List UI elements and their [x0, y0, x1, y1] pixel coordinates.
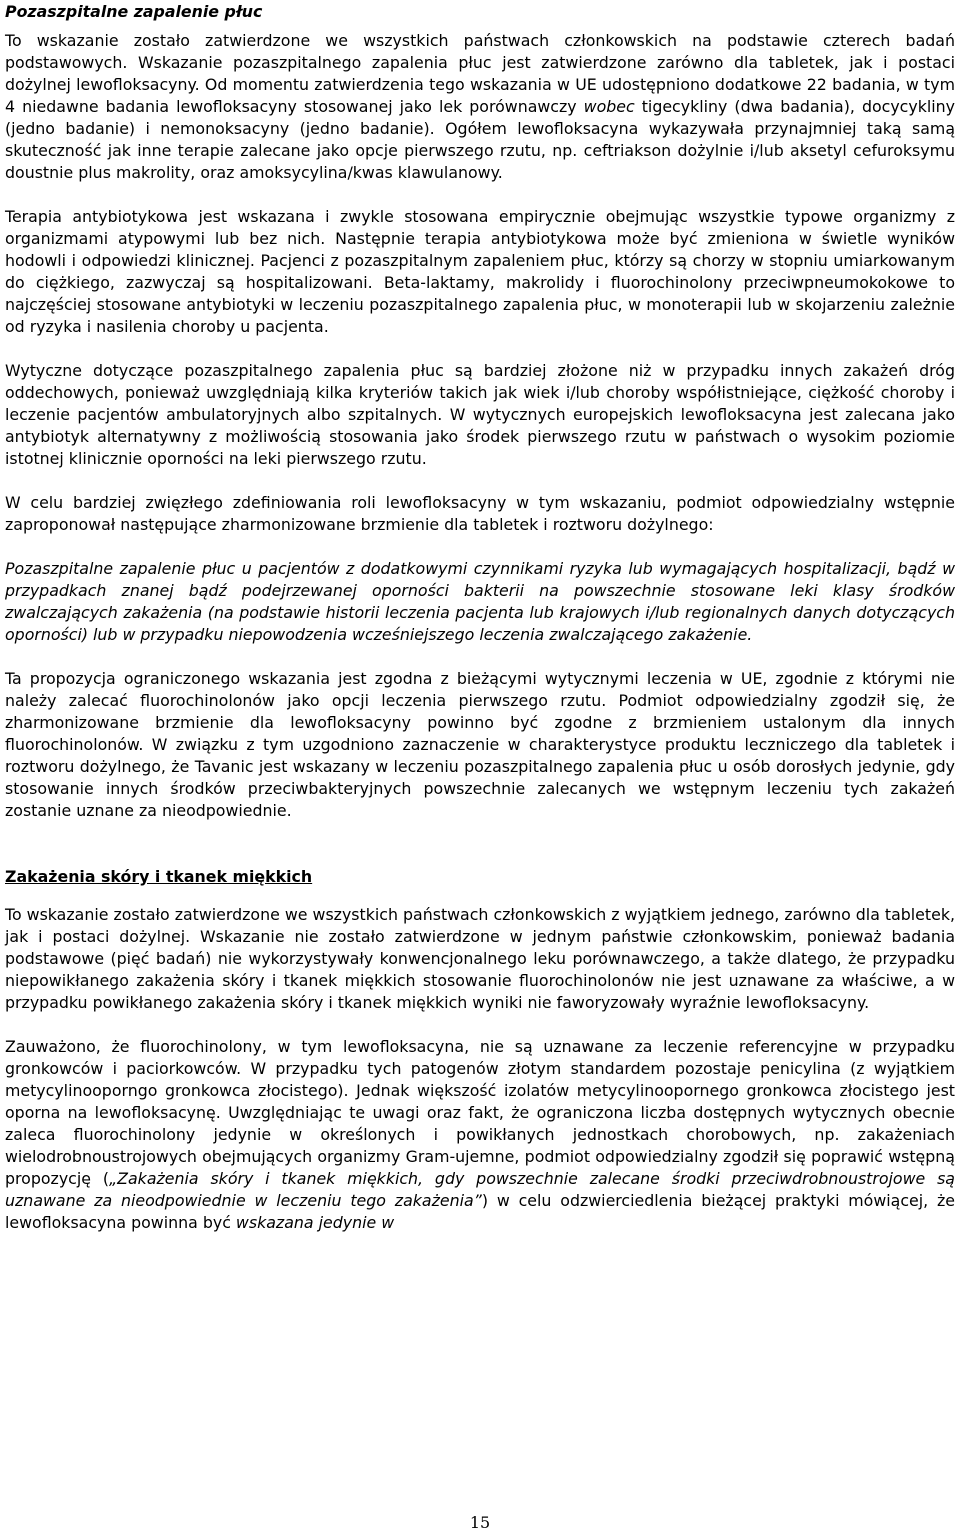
document-page — [5, 0, 955, 1234]
paragraph-2: Terapia antybiotykowa jest wskazana i zwykle stosowana empirycznie obejmując wszystkie typowe organizmy z organizmami atypowymi lub bez nich. Następnie terapia antybiotykowa może być zmieniona w świetle wyników hodowli i odpowiedzi klinicznej. Pacjenci z pozaszpitalnym zapaleniem płuc, którzy są chorzy w stopniu umiarkowanym do ciężkiego, zazwyczaj są hospitalizowani. Beta-laktamy, makrolidy i fluorochinolony przeciwpneumokokowe to najczęściej stosowane antybiotyki w leczeniu pozaszpitalnego zapalenia płuc, w monoterapii lub w skojarzeniu zależnie od ryzyka i nasilenia choroby u pacjenta. — [5, 207, 955, 336]
section-heading-pneumonia: Pozaszpitalne zapalenie płuc — [5, 2, 263, 21]
paragraph-1-text-c: tigecykliny (dwa badania), docycykliny (jedno badanie) i nemonoksacyny (jedno badanie). Ogółem lewofloksacyna wykazywała przynajmniej taką samą skuteczność jak inne terapie zalecane jako opcje pierwszego rzutu, np. ceftriakson dożylnie i/lub aksetyl cefuroksymu doustnie plus makrolity, oraz amoksycylina/kwas klawulanowy. — [5, 97, 955, 182]
paragraph-1-italic: wobec — [583, 97, 635, 116]
section-heading-skin-infections: Zakażenia skóry i tkanek miękkich — [5, 867, 313, 886]
paragraph-5-proposed-wording: Pozaszpitalne zapalenie płuc u pacjentów z dodatkowymi czynnikami ryzyka lub wymagających hospitalizacji, bądź w przypadkach znanej bądź podejrzewanej oporności bakterii na powszechnie stosowane leki klasy środków zwalczających zakażenia (na podstawie historii leczenia pacjenta lub krajowych i/lub regionalnych danych dotyczących oporności) lub w przypadku niepowodzenia wcześniejszego leczenia zwalczającego zakażenie. — [5, 559, 955, 644]
paragraph-8-text-c: ) w celu odzwierciedlenia bieżącej praktyki mówiącej, że lewofloksacyna powinna być — [5, 1191, 956, 1232]
paragraph-8-text-a: Zauważono, że fluorochinolony, w tym lewofloksacyna, nie są uznawane za leczenie referencyjne w przypadku gronkowców i paciorkowców. W przypadku tych patogenów złotym standardem pozostaje penicylina (z wyjątkiem metycylinooporngo gronkowca złocistego). Jednak większość izolatów metycylinoopornego gronkowca złocistego jest oporna na lewofloksacynę. Uwzględniając te uwagi oraz fakt, że ograniczona liczba dostępnych wytycznych obecnie zaleca fluorochinolony jedynie w określonych i powikłanych jednostkach chorobowych, np. zakażeniach wielodrobnoustrojowych obejmujących organizmy Gram-ujemne, podmiot odpowiedzialny zgodził się poprawić wstępną propozycję ( — [5, 1037, 955, 1188]
paragraph-8 — [5, 1036, 955, 1234]
paragraph-1 — [5, 30, 955, 184]
paragraph-7: To wskazanie zostało zatwierdzone we wszystkich państwach członkowskich z wyjątkiem jednego, zarówno dla tabletek, jak i postaci dożylnej. Wskazanie nie zostało zatwierdzone w jednym państwie członkowskim, ponieważ badania podstawowe (pięć badań) nie wykorzystywały konwencjonalnego leku porównawczego, a także dlatego, że przypadku niepowikłanego zakażenia skóry i tkanek miękkich stosowanie fluorochinolonów nie jest uznawane za właściwe, a w przypadku powikłanego zakażenia skóry i tkanek miękkich wyniki nie faworyzowały wyraźnie lewofloksacyny. — [5, 905, 955, 1012]
page-number: 15 — [469, 1513, 491, 1532]
paragraph-8-italic-quote: „Zakażenia skóry i tkanek miękkich, gdy powszechnie zalecane środki przeciwdrobnoustrojowe są uznawane za nieodpowiednie w leczeniu tego zakażenia” — [5, 1169, 955, 1210]
paragraph-1-text-a: To wskazanie zostało zatwierdzone we wszystkich państwach członkowskich na podstawie czterech badań podstawowych. Wskazanie pozaszpitalnego zapalenia płuc jest zatwierdzone zarówno dla tabletek, jak i postaci dożylnej lewofloksacyny. Od momentu zatwierdzenia tego wskazania w UE udostępniono dodatkowe 22 badania, w tym 4 niedawne badania lewofloksacyny stosowanej jako lek porównawczy — [5, 31, 955, 116]
paragraph-6: Ta propozycja ograniczonego wskazania jest zgodna z bieżącymi wytycznymi leczenia w UE, zgodnie z którymi nie należy zalecać fluorochinolonów jako opcji leczenia pierwszego rzutu. Podmiot odpowiedzialny zgodził się, że zharmonizowane brzmienie dla lewofloksacyny powinno być zgodne z brzmieniem ustalonym dla innych fluorochinolonów. W związku z tym uzgodniono zaznaczenie w charakterystyce produktu leczniczego dla tabletek i roztworu dożylnego, że Tavanic jest wskazany w leczeniu pozaszpitalnego zapalenia płuc u osób dorosłych jedynie, gdy stosowanie innych środków przeciwbakteryjnych powszechnie zalecanych we wstępnym leczeniu tych zakażeń zostanie uznane za nieodpowiednie. — [5, 669, 955, 820]
paragraph-4: W celu bardziej zwięzłego zdefiniowania roli lewofloksacyny w tym wskazaniu, podmiot odpowiedzialny wstępnie zaproponował następujące zharmonizowane brzmienie dla tabletek i roztworu dożylnego: — [5, 493, 955, 534]
paragraph-3: Wytyczne dotyczące pozaszpitalnego zapalenia płuc są bardziej złożone niż w przypadku innych zakażeń dróg oddechowych, ponieważ uwzględniają kilka kryteriów takich jak wiek i/lub choroby współistniejące, ciężkość choroby i leczenie pacjentów ambulatoryjnych albo szpitalnych. W wytycznych europejskich lewofloksacyna jest zalecana jako antybiotyk alternatywny z możliwością stosowania jako środek pierwszego rzutu w państwach o wysokim poziomie istotnej klinicznie oporności na leki pierwszego rzutu. — [5, 361, 955, 468]
paragraph-8-italic-end: wskazana jedynie w — [235, 1213, 395, 1232]
